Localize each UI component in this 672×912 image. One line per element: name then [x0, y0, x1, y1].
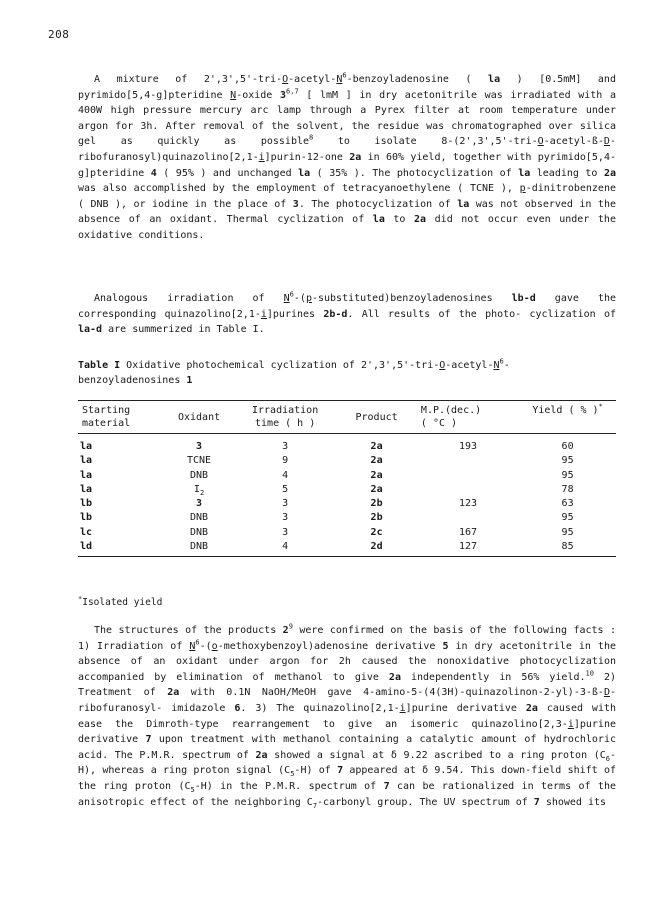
product-cell: 2a — [370, 469, 383, 481]
time-cell: 3 — [282, 498, 289, 510]
col-oxidant: Oxidant — [164, 401, 234, 434]
mp-cell — [417, 469, 519, 483]
table-row — [78, 469, 616, 483]
product-cell: 2a — [370, 483, 383, 495]
col-yield: Yield ( % )* — [519, 401, 616, 434]
starting-material-cell: la — [80, 483, 93, 495]
yield-cell: 85 — [519, 540, 616, 557]
yield-cell: 95 — [561, 469, 574, 481]
paragraph-2: Analogous irradiation of $N^6-(p-substituted)benzoyladenosines$ lb-d gave the corresponding quinazolino[2,1-i]purines 2b-d. All results of the photo- cyclization of la-d are summerized in Table I. — [78, 290, 617, 336]
starting-material-cell: lc — [80, 526, 93, 538]
mp-cell — [417, 483, 519, 497]
mp-cell: 127 — [417, 540, 519, 557]
starting-material-cell: la — [80, 441, 93, 452]
table-caption: Table I Oxidative photochemical cyclization of $2',3',5'-tri-O-acetyl-N^6-$ benzoyladenosines 1 — [78, 357, 510, 386]
yield-cell: 95 — [561, 455, 574, 467]
starting-material-cell: la — [80, 455, 93, 467]
product-cell: 2a — [370, 441, 383, 452]
starting-material-cell: la — [80, 469, 93, 481]
time-cell: 4 — [282, 469, 289, 481]
table-row — [78, 511, 616, 525]
mp-cell: 193 — [459, 441, 478, 452]
oxidant-cell: DNB — [164, 540, 234, 557]
product-cell: 2a — [370, 455, 383, 467]
time-cell: 9 — [282, 455, 289, 467]
oxidant-cell: DNB — [190, 512, 209, 524]
table-footnote: *Isolated yield — [78, 594, 163, 608]
table-row — [78, 483, 616, 497]
mp-cell: 167 — [459, 526, 478, 538]
oxidant-cell: 3 — [196, 498, 203, 510]
yield-cell: 95 — [561, 512, 574, 524]
page-number: 208 — [48, 28, 70, 41]
oxidant-cell: 3 — [196, 441, 203, 452]
yield-cell: 95 — [561, 526, 574, 538]
col-product: Product — [336, 401, 417, 434]
table-row — [78, 497, 616, 511]
time-cell: 3 — [282, 512, 289, 524]
oxidant-cell: DNB — [190, 469, 209, 481]
table-row — [78, 540, 616, 557]
table-row — [78, 526, 616, 540]
product-cell: 2c — [370, 526, 383, 538]
paragraph-1: A mixture of $2',3',5'-tri-O-acetyl-N^6$-benzoyladenosine ( la ) [0.5mM] and pyrimido[5,4-g]pteridine N-oxide 3$^{6,7}$ [ lmM ] in dry acetonitrile was irradiated with a 400W high pressure mercury arc lamp through a Pyrex filter at room temperature under argon for 3h. After removal of the solvent, the residue was chromatographed over silica gel as quickly as possible$^8$ to isolate 8-(2',3',5'-tri-O-acetyl-ß-D-ribofuranosyl)quinazolino[2,1-i]purin-12-one 2a in 60% yield, together with pyrimido[5,4-g]pteridine 4 ( 95% ) and unchanged la ( 35% ). The photocyclization of la leading to 2a was also accomplished by the employment of tetracyanoethylene ( TCNE ), p-dinitrobenzene ( DNB ), or iodine in the place of 3. The photocyclization of la was not observed in the absence of an oxidant. Thermal cyclization of la to 2a did not occur even under the oxidative conditions. — [78, 71, 616, 241]
mp-cell — [417, 454, 519, 468]
col-irradiation-time: Irradiation time ( h ) — [234, 401, 336, 434]
time-cell: 4 — [234, 540, 336, 557]
table-row — [78, 434, 616, 455]
starting-material-cell: lb — [80, 512, 93, 524]
yield-cell: 60 — [561, 441, 574, 452]
col-melting-point: M.P.(dec.) ( °C ) — [417, 401, 519, 434]
table-row — [78, 454, 616, 468]
paragraph-3: The structures of the products $2^9$ were confirmed on the basis of the following facts : 1) Irradiation of $N^6-(o-methoxybenzoyl)adenosine$ derivative 5 in dry acetonitrile in the absence of an oxidant under argon for 2h caused the nonoxidative photocyclization accompanied by elimination of methanol to give 2a independently in 56% yield.$^{10}$ 2) Treatment of 2a with 0.1N NaOH/MeOH gave 4-amino-5-(4(3H)-quinazolinon-2-yl)-3-ß-D-ribofuranosyl- imidazole 6. 3) The quinazolino[2,1-i]purine derivative 2a caused with ease the Dimroth-type rearrangement to give an isomeric quinazolino[2,3-i]purine derivative 7 upon treatment with methanol containing a catalytic amount of hydrochloric acid. The P.M.R. spectrum of 2a showed a signal at δ 9.22 ascribed to a ring proton $(C_6-H)$, whereas a ring proton signal $(C_5-H)$ of 7 appeared at δ 9.54. This down-field shift of the ring proton $(C_5-H)$ in the P.M.R. spectrum of 7 can be rationalized in terms of the anisotropic effect of the neighboring $C_7$-carbonyl group. The UV spectrum of 7 showed its — [78, 622, 617, 810]
mp-cell — [417, 511, 519, 525]
product-cell: 2d — [336, 540, 417, 557]
yield-cell: 63 — [561, 498, 574, 510]
product-cell: 2b — [370, 498, 383, 510]
oxidant-cell: TCNE — [187, 455, 212, 467]
results-table — [78, 400, 616, 557]
time-cell: 3 — [282, 441, 289, 452]
starting-material-cell: ld — [78, 540, 164, 557]
product-cell: 2b — [370, 512, 383, 524]
yield-cell: 78 — [561, 483, 574, 495]
mp-cell: 123 — [459, 498, 478, 510]
oxidant-cell: $I_2$ — [193, 483, 205, 497]
oxidant-cell: DNB — [190, 526, 209, 538]
col-starting-material: Starting material — [78, 401, 164, 434]
starting-material-cell: lb — [80, 498, 93, 510]
time-cell: 3 — [282, 526, 289, 538]
time-cell: 5 — [282, 483, 289, 495]
